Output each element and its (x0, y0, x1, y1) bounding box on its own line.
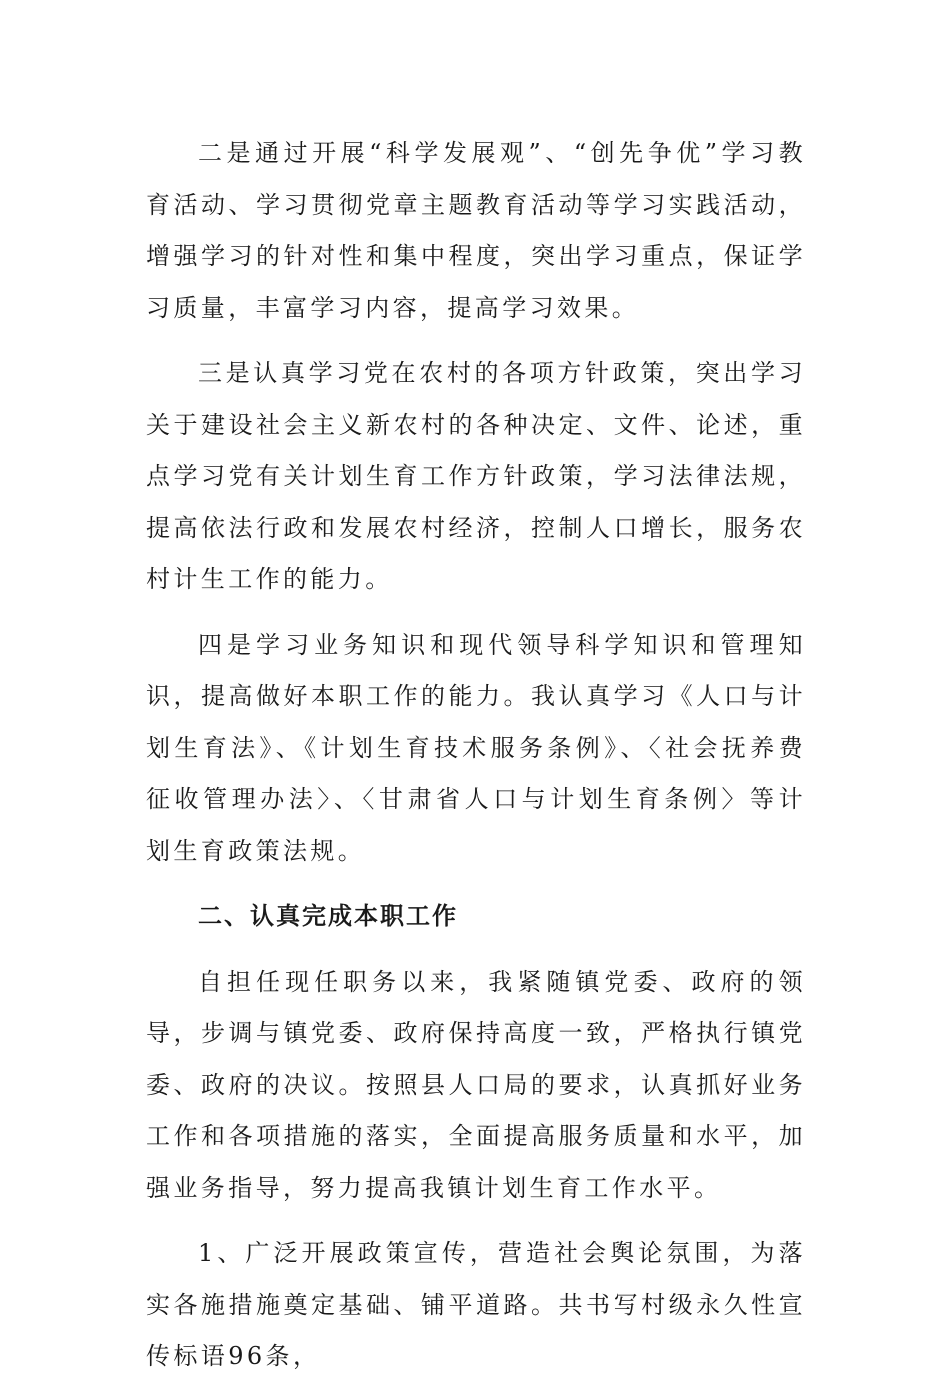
paragraph-policy-publicity: 1、广泛开展政策宣传，营造社会舆论氛围，为落实各施措施奠定基础、铺平道路。共书写村级永久性宣传标语96条， (146, 1239, 806, 1370)
paragraph-duties: 自担任现任职务以来，我紧随镇党委、政府的领导，步调与镇党委、政府保持高度一致，严格执行镇党委、政府的决议。按照县人口局的要求，认真抓好业务工作和各项措施的落实，全面提高服务质量和水平，加强业务指导，努力提高我镇计划生育工作水平。 (146, 967, 806, 1202)
paragraph-business-knowledge: 四是学习业务知识和现代领导科学知识和管理知识，提高做好本职工作的能力。我认真学习《人口与计划生育法》、《计划生育技术服务条例》、〈社会抚养费征收管理办法〉、〈甘肃省人口与计划生育条例〉等计划生育政策法规。 (146, 630, 806, 865)
paragraph-rural-policy: 三是认真学习党在农村的各项方针政策，突出学习关于建设社会主义新农村的各种决定、文件、论述，重点学习党有关计划生育工作方针政策，学习法律法规，提高依法行政和发展农村经济，控制人口增长，服务农村计生工作的能力。 (146, 359, 806, 593)
paragraph-study-activities: 二是通过开展“科学发展观”、“创先争优”学习教育活动、学习贯彻党章主题教育活动等学习实践活动，增强学习的针对性和集中程度，突出学习重点，保证学习质量，丰富学习内容，提高学习效果。 (146, 139, 806, 322)
section-heading: 二、认真完成本职工作 (198, 902, 458, 930)
document-body (146, 128, 806, 1397)
